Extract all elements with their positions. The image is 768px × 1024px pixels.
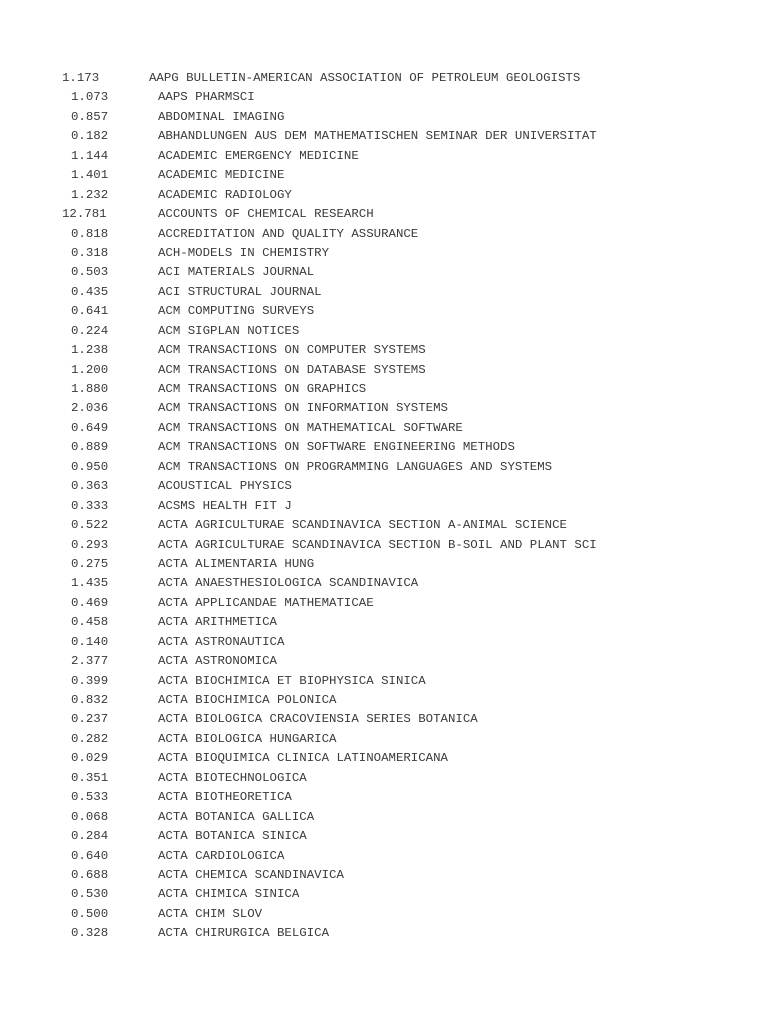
list-item [0,497,768,516]
impact-factor-value: 1.073 [71,90,109,105]
journal-title: ACADEMIC EMERGENCY MEDICINE [158,148,359,163]
list-item [0,710,768,729]
journal-title: ACTA CHIRURGICA BELGICA [158,926,330,941]
journal-title: ACM SIGPLAN NOTICES [158,323,300,338]
impact-factor-value: 0.140 [71,634,109,649]
journal-title: ACM TRANSACTIONS ON COMPUTER SYSTEMS [158,343,426,358]
impact-factor-value: 0.818 [71,226,109,241]
journal-title: ACTA BIOCHIMICA ET BIOPHYSICA SINICA [158,673,426,688]
impact-factor-value: 0.530 [71,887,109,902]
list-item [0,244,768,263]
list-item [0,652,768,671]
impact-factor-value: 1.232 [71,187,109,202]
list-item [0,555,768,574]
impact-factor-value: 0.328 [71,926,109,941]
journal-title: ACSMS HEALTH FIT J [158,498,292,513]
impact-factor-value: 0.399 [71,673,109,688]
list-item [0,69,768,88]
impact-factor-value: 2.036 [71,401,109,416]
journal-title: ACTA ARITHMETICA [158,615,277,630]
impact-factor-value: 0.282 [71,731,109,746]
list-item [0,127,768,146]
journal-title: ACADEMIC RADIOLOGY [158,187,292,202]
journal-title: ACM TRANSACTIONS ON INFORMATION SYSTEMS [158,401,448,416]
list-item [0,769,768,788]
impact-factor-value: 1.435 [71,576,109,591]
journal-title: ACTA ASTRONAUTICA [158,634,285,649]
impact-factor-value: 0.641 [71,304,109,319]
impact-factor-value: 0.832 [71,693,109,707]
journal-title: ACH-MODELS IN CHEMISTRY [158,245,330,260]
impact-factor-value: 0.237 [71,712,109,727]
journal-title: ACTA BIOLOGICA CRACOVIENSIA SERIES BOTANICA [158,712,478,727]
impact-factor-value: 0.522 [71,518,109,533]
journal-title: ACTA CHIM SLOV [158,906,263,921]
journal-title: ACOUSTICAL PHYSICS [158,479,292,494]
impact-factor-value: 0.533 [71,790,109,805]
impact-factor-value: 1.173 [62,71,100,85]
journal-title: ACTA AGRICULTURAE SCANDINAVICA SECTION A-ANIMAL SCIENCE [158,518,567,533]
journal-title: ACM TRANSACTIONS ON DATABASE SYSTEMS [158,362,426,377]
journal-title: ACTA BIOTHEORETICA [158,790,292,805]
list-item [0,380,768,399]
list-item [0,302,768,321]
impact-factor-value: 0.649 [71,420,109,435]
journal-title: ACCREDITATION AND QUALITY ASSURANCE [158,226,419,241]
list-item [0,847,768,866]
journal-title: ABDOMINAL IMAGING [158,109,285,124]
list-item [0,438,768,457]
list-item [0,749,768,768]
journal-title: ACTA CARDIOLOGICA [158,848,285,863]
list-item [0,341,768,360]
list-item [0,477,768,496]
list-item [0,633,768,652]
impact-factor-value: 1.200 [71,362,109,377]
list-item [0,322,768,341]
journal-title: ACTA ALIMENTARIA HUNG [158,556,315,571]
journal-title: ACCOUNTS OF CHEMICAL RESEARCH [158,207,374,222]
journal-title: ACADEMIC MEDICINE [158,168,285,183]
impact-factor-value: 0.458 [71,615,109,630]
list-item [0,672,768,691]
impact-factor-value: 0.950 [71,459,109,474]
impact-factor-value: 1.880 [71,382,109,396]
journal-title: ABHANDLUNGEN AUS DEM MATHEMATISCHEN SEMINAR DER UNIVERSITAT [158,129,597,144]
impact-factor-value: 0.889 [71,440,109,455]
impact-factor-value: 0.284 [71,829,109,844]
journal-title: ACTA BOTANICA GALLICA [158,809,315,824]
journal-impact-list [0,69,768,944]
journal-title: ACI STRUCTURAL JOURNAL [158,284,322,299]
impact-factor-value: 0.333 [71,498,109,513]
list-item [0,419,768,438]
list-item [0,866,768,885]
list-item [0,166,768,185]
journal-title: ACM COMPUTING SURVEYS [158,304,315,319]
impact-factor-value: 0.469 [71,595,109,610]
list-item [0,88,768,107]
list-item [0,458,768,477]
journal-title: ACTA APPLICANDAE MATHEMATICAE [158,595,374,610]
impact-factor-value: 1.144 [71,148,109,163]
impact-factor-value: 0.182 [71,129,109,144]
impact-factor-value: 0.318 [71,245,109,260]
list-item [0,905,768,924]
list-item [0,808,768,827]
journal-title: ACI MATERIALS JOURNAL [158,265,315,280]
journal-title: ACTA ANAESTHESIOLOGICA SCANDINAVICA [158,576,419,591]
journal-title: ACTA BOTANICA SINICA [158,829,307,844]
impact-factor-value: 0.068 [71,809,109,824]
impact-factor-value: 0.224 [71,323,109,338]
impact-factor-value: 0.435 [71,284,109,299]
impact-factor-value: 2.377 [71,654,109,669]
impact-factor-value: 1.238 [71,343,109,358]
list-item [0,283,768,302]
list-item [0,205,768,224]
impact-factor-value: 0.500 [71,906,109,921]
impact-factor-value: 0.688 [71,867,109,882]
journal-title: ACM TRANSACTIONS ON SOFTWARE ENGINEERING METHODS [158,440,515,455]
impact-factor-value: 0.293 [71,537,109,552]
journal-title: ACTA BIOTECHNOLOGICA [158,770,307,785]
list-item [0,730,768,749]
impact-factor-value: 12.781 [62,207,107,222]
list-item [0,574,768,593]
list-item [0,594,768,613]
list-item [0,516,768,535]
journal-title: ACTA BIOLOGICA HUNGARICA [158,731,337,746]
journal-title: ACTA BIOQUIMICA CLINICA LATINOAMERICANA [158,751,448,766]
journal-title: ACTA ASTRONOMICA [158,654,277,669]
list-item [0,788,768,807]
list-item [0,827,768,846]
impact-factor-value: 0.029 [71,751,109,766]
list-item [0,225,768,244]
list-item [0,613,768,632]
impact-factor-value: 0.857 [71,109,109,124]
journal-title: ACM TRANSACTIONS ON MATHEMATICAL SOFTWARE [158,420,463,435]
journal-title: ACTA AGRICULTURAE SCANDINAVICA SECTION B-SOIL AND PLANT SCI [158,537,597,552]
impact-factor-value: 0.640 [71,848,109,863]
list-item [0,186,768,205]
journal-title: ACM TRANSACTIONS ON PROGRAMMING LANGUAGES AND SYSTEMS [158,459,553,474]
list-item [0,361,768,380]
list-item [0,108,768,127]
impact-factor-value: 1.401 [71,168,109,183]
list-item [0,536,768,555]
list-item [0,691,768,710]
journal-title: ACM TRANSACTIONS ON GRAPHICS [158,382,367,396]
list-item [0,263,768,282]
list-item [0,147,768,166]
journal-title: AAPS PHARMSCI [158,90,255,105]
list-item [0,399,768,418]
impact-factor-value: 0.363 [71,479,109,494]
journal-title: ACTA CHEMICA SCANDINAVICA [158,867,344,882]
journal-title: ACTA BIOCHIMICA POLONICA [158,693,337,707]
impact-factor-value: 0.503 [71,265,109,280]
impact-factor-value: 0.275 [71,556,109,571]
list-item [0,924,768,943]
journal-title: ACTA CHIMICA SINICA [158,887,300,902]
list-item [0,885,768,904]
impact-factor-value: 0.351 [71,770,109,785]
journal-title: AAPG BULLETIN-AMERICAN ASSOCIATION OF PETROLEUM GEOLOGISTS [149,71,581,85]
